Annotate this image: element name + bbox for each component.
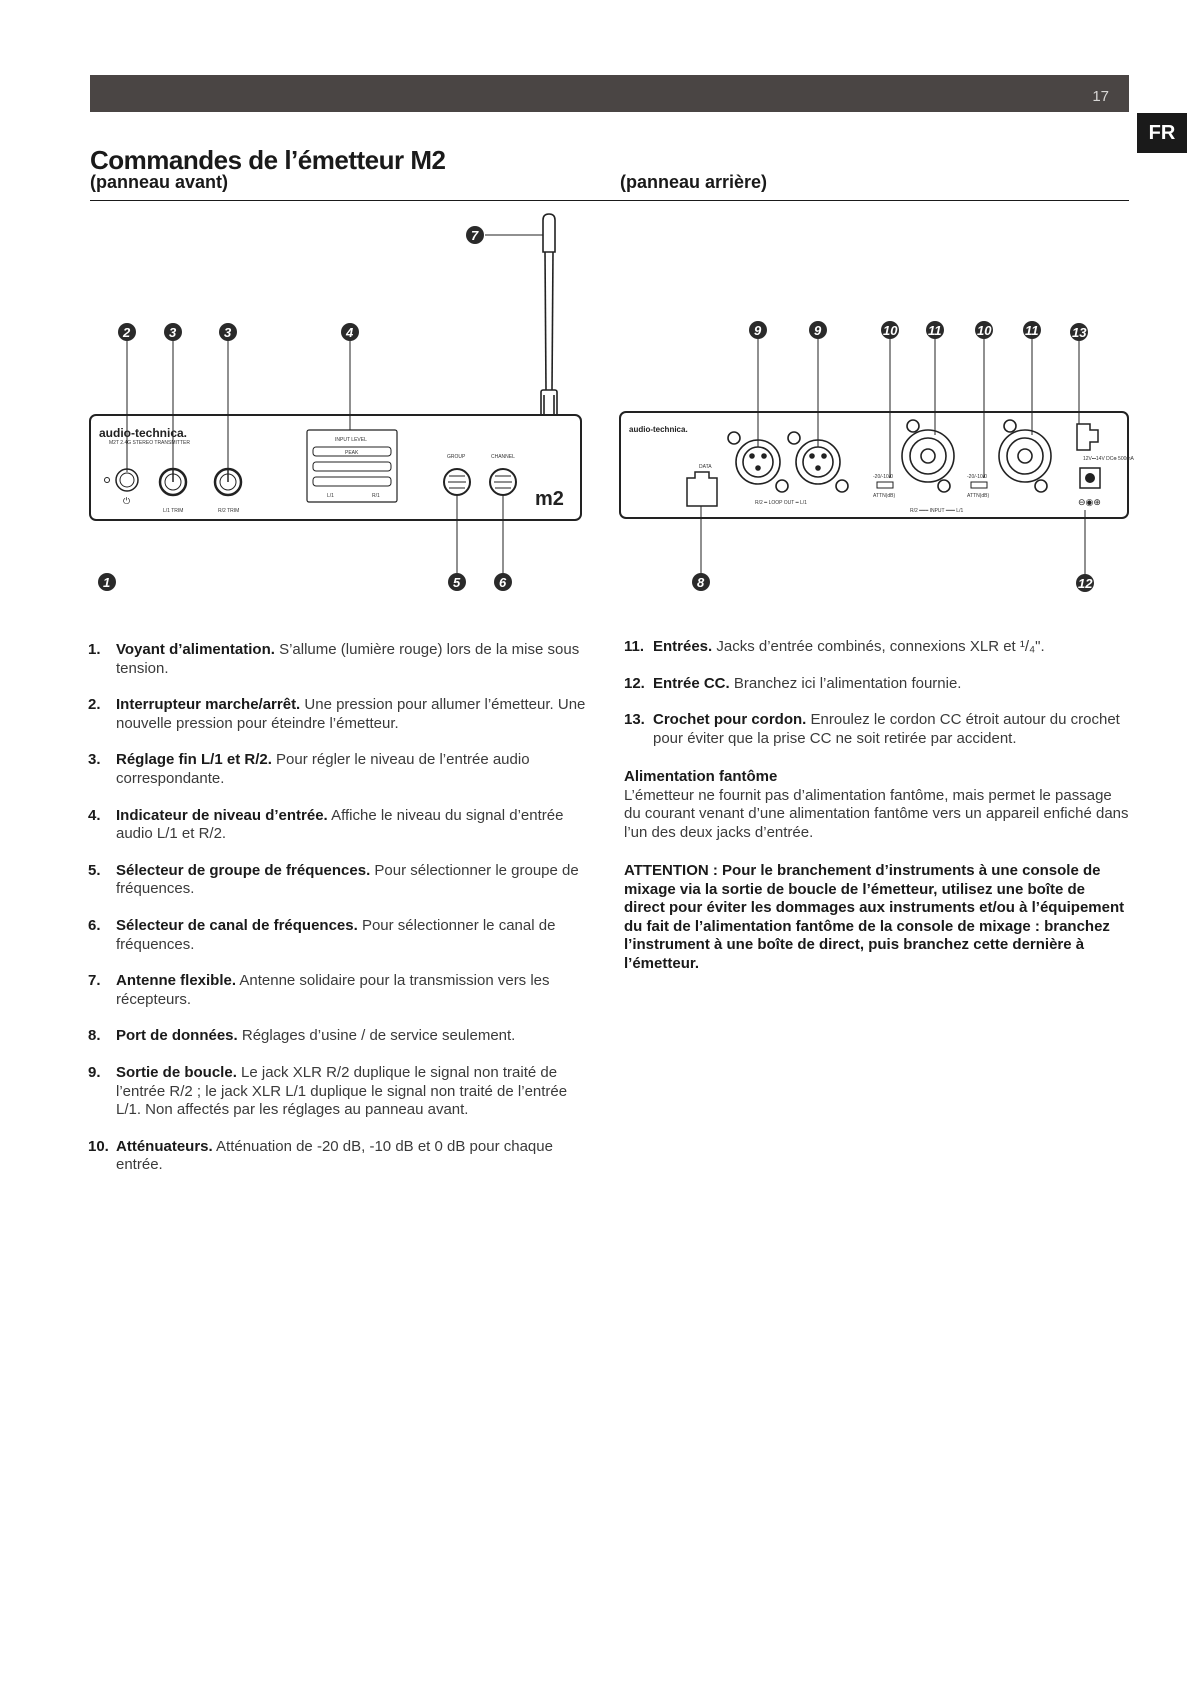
svg-text:3: 3 <box>224 325 232 340</box>
leader-lines <box>127 235 543 580</box>
callout-8 <box>692 573 710 591</box>
callout-1 <box>98 573 116 591</box>
svg-text:L/1: L/1 <box>327 493 334 499</box>
page-number: 17 <box>1092 88 1109 105</box>
callout-11a <box>926 321 944 339</box>
channel-label: CHANNEL <box>491 454 515 460</box>
svg-text:3: 3 <box>169 325 177 340</box>
svg-text:-20/-10/0: -20/-10/0 <box>873 474 894 480</box>
group-label: GROUP <box>447 454 466 460</box>
svg-text:11: 11 <box>928 323 942 338</box>
svg-text:13: 13 <box>1072 325 1087 340</box>
svg-text:ATTN(dB): ATTN(dB) <box>873 493 896 499</box>
phantom-power-section <box>624 768 1129 842</box>
callout-13 <box>1070 323 1088 341</box>
svg-text:8: 8 <box>697 575 705 590</box>
svg-text:12: 12 <box>1078 576 1093 591</box>
subtitle-front: (panneau avant) <box>90 172 229 192</box>
loop-out-label: R/2 ━ LOOP OUT ━ L/1 <box>755 500 807 506</box>
callout-6 <box>494 573 512 591</box>
m2-logo: m2 <box>535 488 564 510</box>
svg-text:INPUT LEVEL: INPUT LEVEL <box>335 437 367 443</box>
brand-logo: audio-technica. <box>99 426 188 440</box>
callout-4 <box>341 323 359 341</box>
phantom-text: L’émetteur ne fournit pas d’alimentation fantôme, mais permet le passage du courant venant d’une alimentation fantôme vers un appareil enfiché dans l’un des deux jacks d’entrée. <box>624 786 1129 841</box>
list-item: 10. Atténuateurs. Atténuation de -20 dB, -10 dB et 0 dB pour chaque entrée. <box>88 1137 553 1174</box>
title-rule <box>90 200 1129 201</box>
svg-text:6: 6 <box>499 575 507 590</box>
r-trim-label: R/2 TRIM <box>218 508 240 514</box>
list-item: 2. Interrupteur marche/arrêt. Une pression pour allumer l’émetteur. Une nouvelle pression pour éteindre l’émetteur. <box>88 696 586 732</box>
svg-text:7: 7 <box>471 228 479 243</box>
callout-10a <box>881 321 899 339</box>
svg-text:PEAK: PEAK <box>345 450 359 456</box>
data-label: DATA <box>699 464 712 470</box>
svg-text:ATTN(dB): ATTN(dB) <box>967 493 990 499</box>
callout-2 <box>118 323 136 341</box>
front-panel-figure <box>85 210 590 600</box>
callout-12 <box>1076 574 1094 592</box>
list-item: 9. Sortie de boucle. Le jack XLR R/2 duplique le signal non traité de l’entrée R/2 ; le jack XLR L/1 duplique le signal non traité de l’entrée L/1. Non affectés par les réglages au panneau avant. <box>88 1063 568 1119</box>
svg-text:R/1: R/1 <box>372 493 380 499</box>
description-list-left <box>88 641 588 1193</box>
list-item: 13. Crochet pour cordon. Enroulez le cordon CC étroit autour du crochet pour éviter que la prise CC ne soit retirée par accident. <box>624 711 1120 747</box>
list-item: 1. Voyant d’alimentation. S’allume (lumière rouge) lors de la mise sous tension. <box>88 641 580 677</box>
svg-text:9: 9 <box>754 323 762 338</box>
svg-text:4: 4 <box>346 325 354 340</box>
svg-text:10: 10 <box>883 323 898 338</box>
list-item: 6. Sélecteur de canal de fréquences. Pour sélectionner le canal de fréquences. <box>88 916 556 953</box>
callout-3a <box>164 323 182 341</box>
callout-7 <box>466 226 484 244</box>
warning-text: ATTENTION : Pour le branchement d’instruments à une console de mixage via la sortie de boucle de l’émetteur, utilisez une boîte de direct pour éviter les dommages aux instruments et/ou à l’équipement du fait de l’alimentation fantôme de la console de mixage : branchez l’instrument à une boîte de direct, puis branchez cette dernière à l’émetteur. <box>624 862 1125 972</box>
svg-text:⊖◉⊕: ⊖◉⊕ <box>1078 498 1101 508</box>
callout-11b <box>1023 321 1041 339</box>
dc-label: 12V⎓14V DC⊕ 500mA <box>1083 456 1134 462</box>
list-item: 11. Entrées. Jacks d’entrée combinés, connexions XLR et ¹/₄". <box>624 638 1045 655</box>
list-item: 5. Sélecteur de groupe de fréquences. Pour sélectionner le groupe de fréquences. <box>88 861 579 898</box>
phantom-heading: Alimentation fantôme <box>624 768 778 785</box>
input-label: R/2 ━━━ INPUT ━━━ L/1 <box>910 508 964 514</box>
list-item: 4. Indicateur de niveau d’entrée. Affiche le niveau du signal d’entrée audio L/1 et R/2. <box>88 806 564 843</box>
callout-5 <box>448 573 466 591</box>
svg-text:-20/-10/0: -20/-10/0 <box>967 474 988 480</box>
subtitle-rear: (panneau arrière) <box>620 172 768 192</box>
description-list-right <box>624 638 1129 766</box>
rear-panel <box>620 412 1128 518</box>
callout-10b <box>975 321 993 339</box>
header-bar <box>90 75 1129 112</box>
power-icon: ⏻ <box>123 497 131 507</box>
svg-text:5: 5 <box>453 575 461 590</box>
svg-text:9: 9 <box>814 323 822 338</box>
language-tab: FR <box>1137 113 1187 153</box>
list-item: 12. Entrée CC. Branchez ici l’alimentation fournie. <box>624 674 962 692</box>
callout-9a <box>749 321 767 339</box>
callout-9b <box>809 321 827 339</box>
list-item: 3. Réglage fin L/1 et R/2. Pour régler le niveau de l’entrée audio correspondante. <box>88 751 530 787</box>
rear-panel-figure <box>615 210 1135 600</box>
callout-3b <box>219 323 237 341</box>
svg-text:10: 10 <box>977 323 992 338</box>
svg-text:11: 11 <box>1025 323 1039 338</box>
model-line: M2T 2.4G STEREO TRANSMITTER <box>109 440 190 446</box>
svg-text:2: 2 <box>123 325 131 340</box>
rear-brand-logo: audio-technica. <box>629 425 688 434</box>
l-trim-label: L/1 TRIM <box>163 508 184 514</box>
list-item: 8. Port de données. Réglages d’usine / de service seulement. <box>88 1027 516 1045</box>
page-title: Commandes de l’émetteur M2 <box>90 145 446 175</box>
list-item: 7. Antenne flexible. Antenne solidaire pour la transmission vers les récepteurs. <box>88 972 550 1008</box>
svg-text:1: 1 <box>103 575 111 590</box>
